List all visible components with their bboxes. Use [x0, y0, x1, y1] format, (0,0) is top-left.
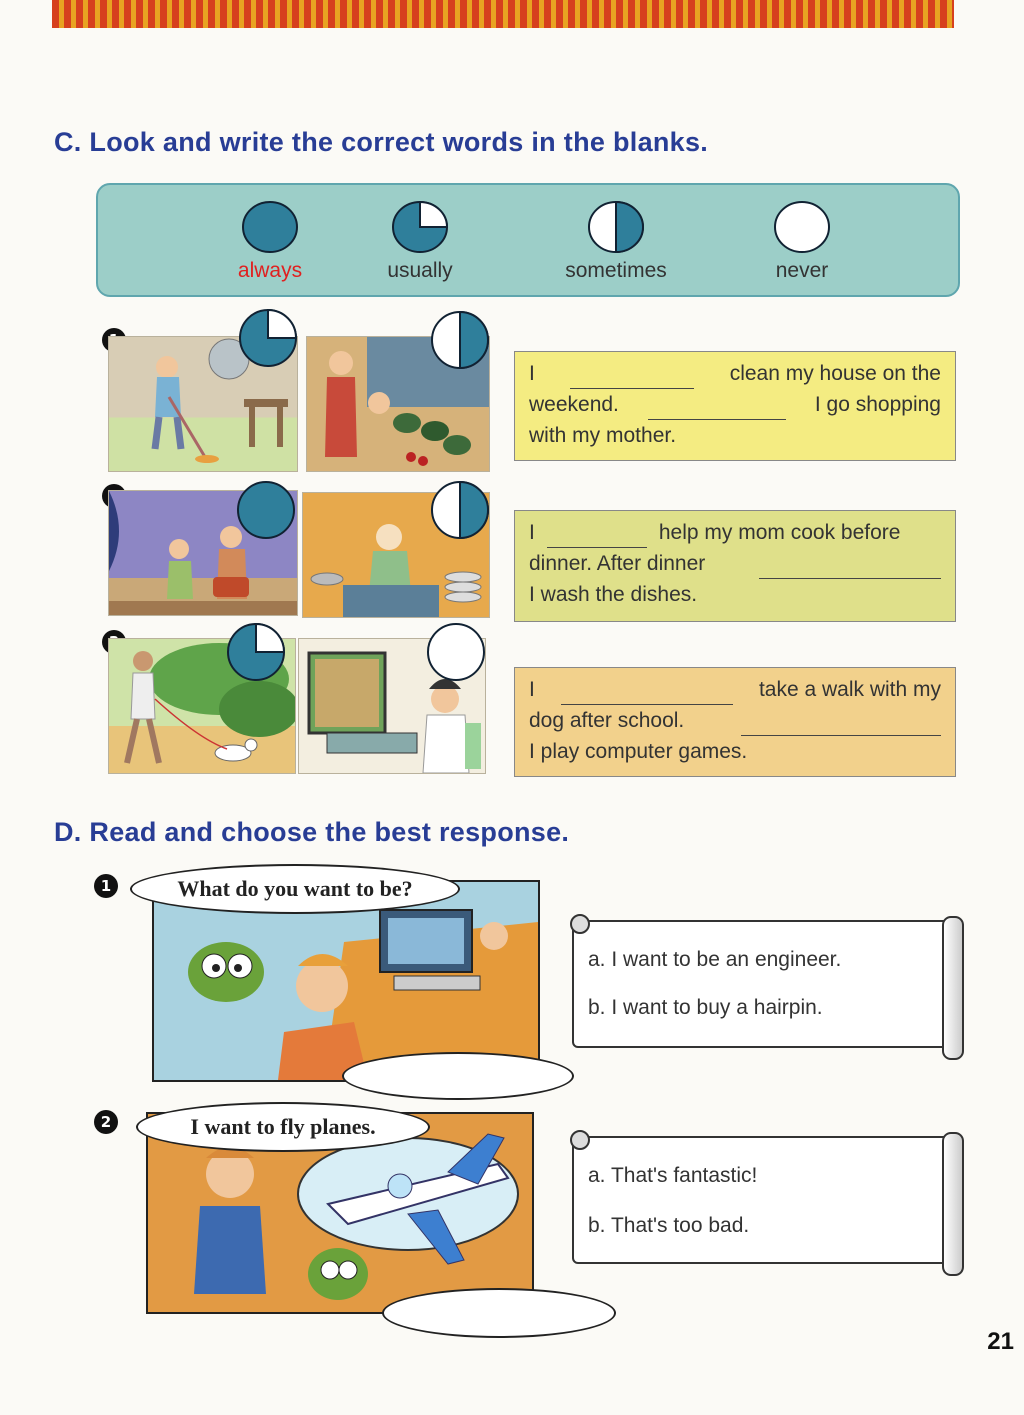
answer-text: I: [529, 678, 535, 701]
pie-sometimes-icon: [430, 310, 490, 370]
scale-label-sometimes: sometimes: [565, 259, 667, 282]
scroll-curl: [570, 914, 590, 934]
scale-label-usually: usually: [387, 259, 453, 282]
frequency-scale: [96, 183, 960, 297]
answer-box-3: [514, 667, 956, 777]
answer-blank[interactable]: [648, 399, 786, 420]
option-b[interactable]: b. That's too bad.: [588, 1214, 750, 1237]
answer-text: dog after school.: [529, 709, 685, 732]
pie-never-icon: [426, 622, 486, 682]
option-a[interactable]: a. That's fantastic!: [588, 1164, 758, 1187]
answer-box-2: [514, 510, 956, 622]
answer-text: I wash the dishes.: [529, 583, 698, 606]
speech-bubble: I want to fly planes.: [136, 1102, 430, 1152]
answer-text: weekend.: [529, 393, 619, 416]
option-a[interactable]: a. I want to be an engineer.: [588, 948, 842, 971]
answer-blank[interactable]: [741, 715, 941, 736]
section-c-title: C. Look and write the correct words in the blanks.: [54, 127, 709, 157]
item-number: 2: [94, 1110, 118, 1134]
answer-text: I: [529, 362, 535, 385]
answer-text: take a walk with my: [758, 678, 941, 701]
answer-blank[interactable]: [570, 368, 694, 389]
response-bubble[interactable]: [342, 1052, 574, 1100]
options-scroll-1: [572, 920, 964, 1048]
answer-text: with my mother.: [529, 424, 677, 447]
item-number: 1: [94, 874, 118, 898]
answer-box-1: [514, 351, 956, 461]
answer-blank[interactable]: [561, 684, 733, 705]
pie-sometimes-icon: [430, 480, 490, 540]
answer-blank[interactable]: [759, 558, 941, 579]
pie-usually-icon: [390, 199, 450, 255]
pie-always-icon: [240, 199, 300, 255]
answer-text: dinner. After dinner: [529, 552, 706, 575]
answer-text: clean my house on the: [729, 362, 941, 385]
top-decorative-band: [52, 0, 954, 28]
scale-label-never: never: [775, 259, 829, 282]
scroll-curl: [570, 1130, 590, 1150]
pie-usually-icon: [238, 308, 298, 368]
answer-text: I go shopping: [814, 393, 941, 416]
page-number: 21: [987, 1328, 1014, 1355]
pie-always-icon: [236, 480, 296, 540]
speech-bubble: What do you want to be?: [130, 864, 460, 914]
options-scroll-2: [572, 1136, 964, 1264]
response-bubble[interactable]: [382, 1288, 616, 1338]
section-d-title: D. Read and choose the best response.: [54, 817, 570, 847]
pie-usually-icon: [226, 622, 286, 682]
answer-text: I: [529, 521, 535, 544]
pie-sometimes-icon: [586, 199, 646, 255]
answer-text: I play computer games.: [529, 740, 748, 763]
scroll-roll: [942, 916, 964, 1060]
option-b[interactable]: b. I want to buy a hairpin.: [588, 996, 823, 1019]
scroll-roll: [942, 1132, 964, 1276]
scale-label-always: always: [237, 259, 303, 282]
answer-blank[interactable]: [547, 527, 647, 548]
pie-never-icon: [772, 199, 832, 255]
answer-text: help my mom cook before: [658, 521, 901, 544]
